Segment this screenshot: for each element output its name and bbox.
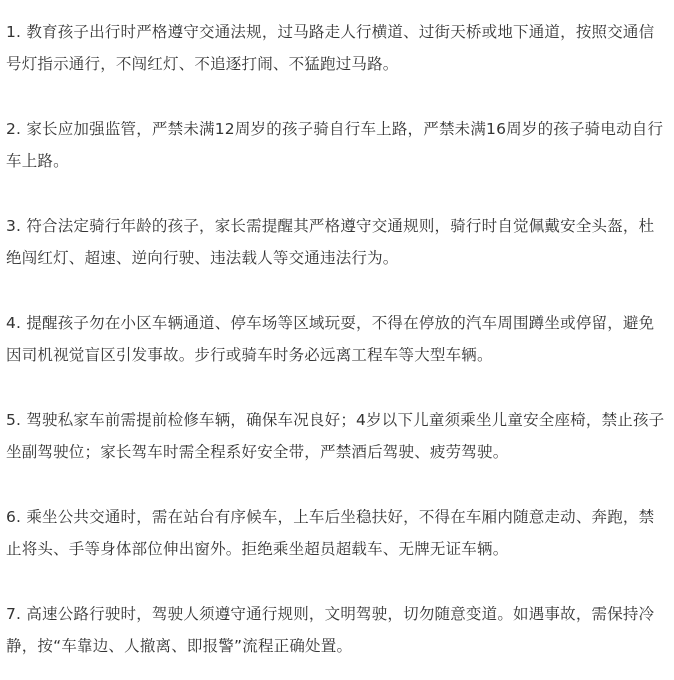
tip-5: 5. 驾驶私家车前需提前检修车辆，确保车况良好；4岁以下儿童须乘坐儿童安全座椅，禁止孩子坐副驾驶位；家长驾车时需全程系好安全带，严禁酒后驾驶、疲劳驾驶。 — [6, 411, 665, 461]
tip-2: 2. 家长应加强监管，严禁未满12周岁的孩子骑自行车上路，严禁未满16周岁的孩子骑电动自行车上路。 — [6, 120, 664, 170]
tip-4: 4. 提醒孩子勿在小区车辆通道、停车场等区域玩耍，不得在停放的汽车周围蹲坐或停留，避免因司机视觉盲区引发事故。步行或骑车时务必远离工程车等大型车辆。 — [6, 314, 655, 364]
tip-1: 1. 教育孩子出行时严格遵守交通法规，过马路走人行横道、过街天桥或地下通道，按照交通信号灯指示通行，不闯红灯、不追逐打闹、不猛跑过马路。 — [6, 23, 655, 73]
tip-6: 6. 乘坐公共交通时，需在站台有序候车，上车后坐稳扶好，不得在车厢内随意走动、奔跑，禁止将头、手等身体部位伸出窗外。拒绝乘坐超员超载车、无牌无证车辆。 — [6, 508, 655, 558]
safety-tips-document — [6, 16, 670, 662]
tip-7: 7. 高速公路行驶时，驾驶人须遵守通行规则，文明驾驶，切勿随意变道。如遇事故，需保持冷静，按“车靠边、人撤离、即报警”流程正确处置。 — [6, 605, 655, 655]
tip-3: 3. 符合法定骑行年龄的孩子，家长需提醒其严格遵守交通规则，骑行时自觉佩戴安全头盔，杜绝闯红灯、超速、逆向行驶、违法载人等交通违法行为。 — [6, 217, 655, 267]
